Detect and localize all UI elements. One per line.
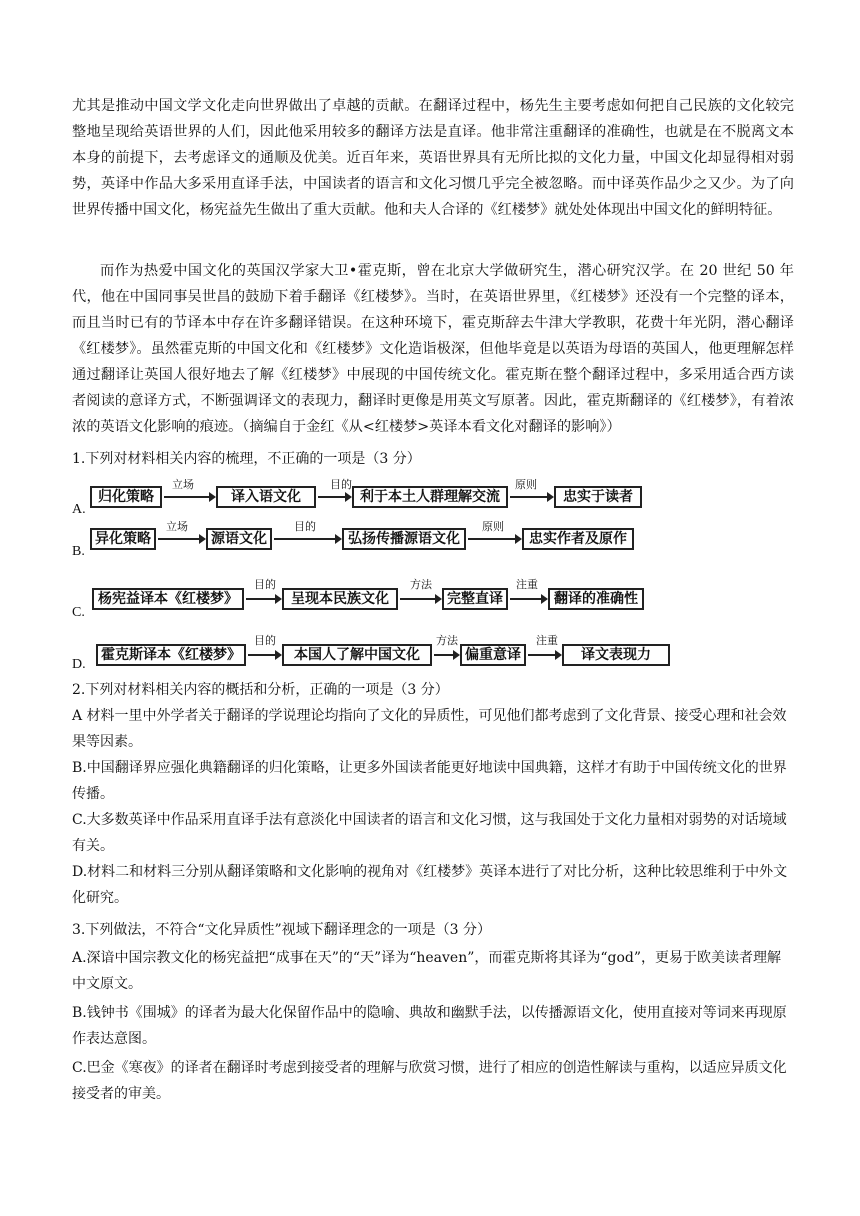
arrow-label: 注重 — [516, 578, 538, 591]
flow-box: 译入语文化 — [216, 486, 316, 508]
flow-arrow — [468, 538, 520, 540]
flow-box: 异化策略 — [90, 528, 156, 550]
question-2-option-d: D.材料二和材料三分别从翻译策略和文化影响的视角对《红楼梦》英译本进行了对比分析，这种比较思维利于中外文化研究。 — [72, 864, 788, 906]
question-3-option-c: C.巴金《寒夜》的译者在翻译时考虑到接受者的理解与欣赏习惯，进行了相应的创造性解读与重构，以适应异质文化接受者的审美。 — [72, 1060, 787, 1102]
question-3-option-b: B.钱钟书《围城》的译者为最大化保留作品中的隐喻、典故和幽默手法，以传播源语文化，使用直接对等词来再现原作表达意图。 — [72, 1005, 787, 1047]
option-c-letter: C. — [72, 605, 85, 620]
flow-box: 译文表现力 — [562, 644, 670, 666]
flow-arrow — [246, 598, 280, 600]
arrow-label: 注重 — [536, 634, 558, 647]
option-b-letter: B. — [72, 544, 85, 559]
flow-arrow — [434, 654, 458, 656]
flow-box: 忠实于读者 — [554, 486, 642, 508]
flow-box: 呈现本民族文化 — [282, 588, 398, 610]
flow-arrow — [510, 598, 546, 600]
flow-box: 归化策略 — [90, 486, 162, 508]
arrow-label: 立场 — [172, 478, 194, 491]
flowchart-b — [90, 520, 650, 558]
flowchart-d — [96, 634, 676, 674]
option-d-letter: D. — [72, 657, 86, 672]
option-a-letter: A. — [72, 502, 86, 517]
flow-box: 源语文化 — [206, 528, 272, 550]
arrow-label: 目的 — [254, 578, 276, 591]
arrow-label: 方法 — [436, 634, 458, 647]
flow-box: 翻译的准确性 — [548, 588, 644, 610]
flow-arrow — [274, 538, 340, 540]
flow-arrow — [164, 496, 214, 498]
flow-box: 偏重意译 — [460, 644, 526, 666]
flow-arrow — [248, 654, 280, 656]
passage-paragraph-1: 尤其是推动中国文学文化走向世界做出了卓越的贡献。在翻译过程中，杨先生主要考虑如何把自己民族的文化较完整地呈现给英语世界的人们，因此他采用较多的翻译方法是直译。他非常注重翻译的准确性，也就是在不脱离文本本身的前提下，去考虑译文的通顺及优美。近百年来，英语世界具有无所比拟的文化力量，中国文化却显得相对弱势，英译中作品大多采用直译手法，中国读者的语言和文化习惯几乎完全被忽略。而中译英作品少之又少。为了向世界传播中国文化，杨宪益先生做出了重大贡献。他和夫人合译的《红楼梦》就处处体现出中国文化的鲜明特征。 — [72, 98, 794, 218]
question-2-option-c: C.大多数英译中作品采用直译手法有意淡化中国读者的语言和文化习惯，这与我国处于文化力量相对弱势的对话境域有关。 — [72, 812, 787, 854]
question-2-option-b: B.中国翻译界应强化典籍翻译的归化策略，让更多外国读者能更好地读中国典籍，这样才有助于中国传统文化的世界传播。 — [72, 760, 787, 802]
arrow-label: 目的 — [294, 520, 316, 533]
flow-arrow — [158, 538, 204, 540]
flow-arrow — [510, 496, 552, 498]
arrow-label: 原则 — [515, 478, 537, 491]
flow-box: 忠实作者及原作 — [522, 528, 634, 550]
arrow-label: 方法 — [410, 578, 432, 591]
flowchart-c — [92, 578, 652, 618]
arrow-label: 目的 — [254, 634, 276, 647]
arrow-label: 目的 — [330, 478, 352, 491]
passage-paragraph-2: 而作为热爱中国文化的英国汉学家大卫•霍克斯，曾在北京大学做研究生，潜心研究汉学。在 20 世纪 50 年代，他在中国同事吴世昌的鼓励下着手翻译《红楼梦》。当时，在英语世界里，《红楼梦》还没有一个完整的译本，而且当时已有的节译本中存在许多翻译错误。在这种环境下，霍克斯辞去牛津大学教职，花费十年光阴，潜心翻译《红楼梦》。虽然霍克斯的中国文化和《红楼梦》文化造诣极深，但他毕竟是以英语为母语的英国人，他更理解怎样通过翻译让英国人很好地去了解《红楼梦》中展现的中国传统文化。霍克斯在整个翻译过程中，多采用适合西方读者阅读的意译方式，不断强调译文的表现力，翻译时更像是用英文写原著。因此，霍克斯翻译的《红楼梦》，有着浓浓的英语文化影响的痕迹。（摘编自于金红《从<红楼梦>英译本看文化对翻译的影响》） — [72, 263, 794, 435]
question-3-stem: 3.下列做法，不符合“文化异质性”视域下翻译理念的一项是（3 分） — [72, 922, 492, 938]
flow-box: 完整直译 — [442, 588, 508, 610]
arrow-label: 立场 — [166, 520, 188, 533]
arrow-label: 原则 — [482, 520, 504, 533]
question-1-stem: 1.下列对材料相关内容的梳理，不正确的一项是（3 分） — [72, 451, 421, 467]
question-3-option-a: A.深谙中国宗教文化的杨宪益把“成事在天”的“天”译为“heaven”，而霍克斯将其译为“god”，更易于欧美读者理解中文原文。 — [72, 950, 782, 992]
question-2-option-a: A 材料一里中外学者关于翻译的学说理论均指向了文化的异质性，可见他们都考虑到了文化背景、接受心理和社会效果等因素。 — [72, 708, 787, 750]
flow-arrow — [400, 598, 440, 600]
flow-box: 霍克斯译本《红楼梦》 — [96, 644, 246, 666]
question-2-stem: 2.下列对材料相关内容的概括和分析，正确的一项是（3 分） — [72, 682, 449, 698]
flow-arrow — [528, 654, 560, 656]
flow-box: 利于本土人群理解交流 — [352, 486, 508, 508]
flow-box: 弘扬传播源语文化 — [342, 528, 466, 550]
flow-box: 杨宪益译本《红楼梦》 — [92, 588, 244, 610]
flow-box: 本国人了解中国文化 — [282, 644, 432, 666]
flow-arrow — [318, 496, 350, 498]
flowchart-a — [90, 478, 650, 516]
